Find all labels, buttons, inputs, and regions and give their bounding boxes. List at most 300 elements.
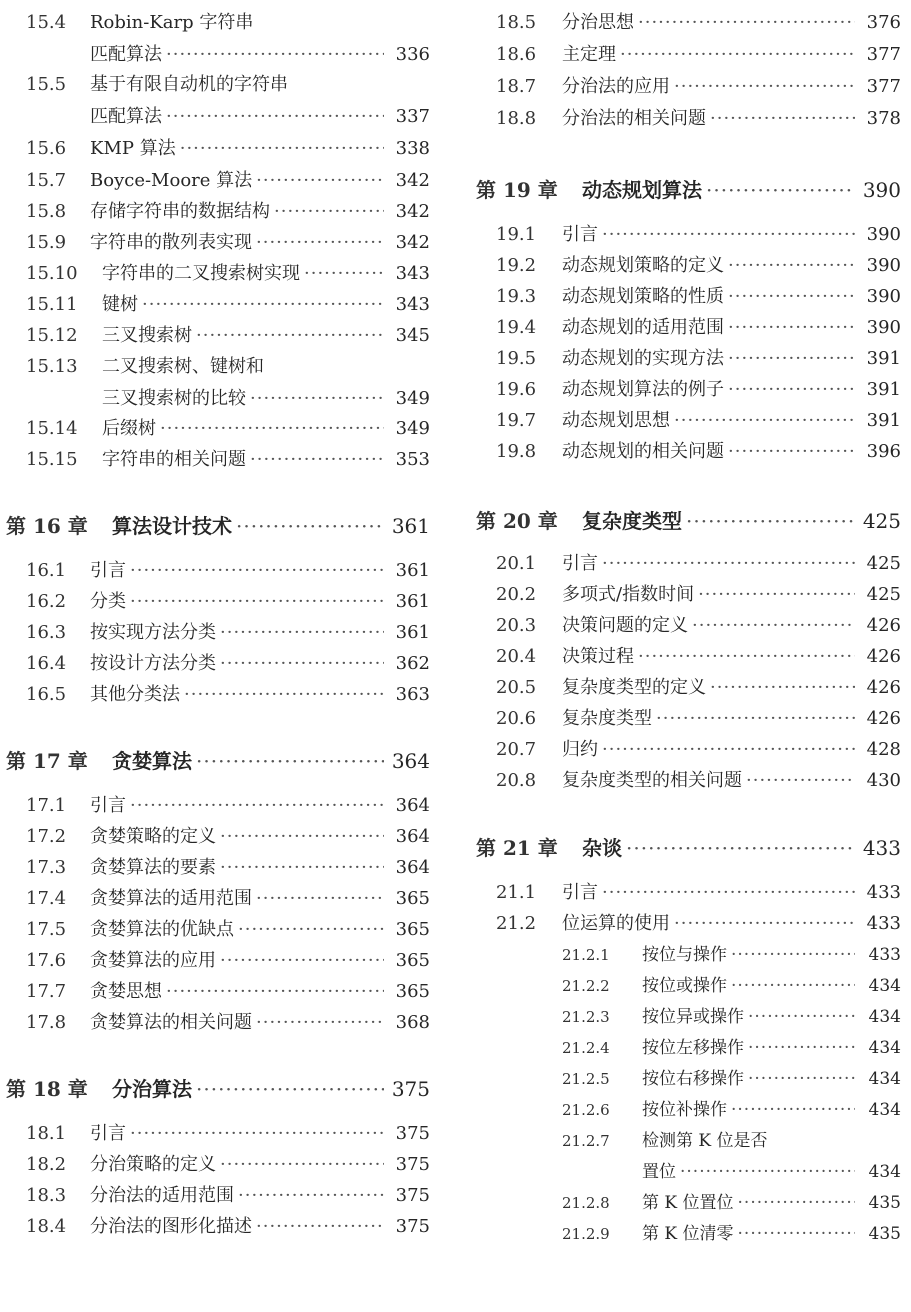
toc-entry <box>26 445 430 471</box>
entry-number: 19.5 <box>496 348 537 369</box>
entry-number: 15.10 <box>26 263 78 284</box>
entry-page: 361 <box>395 622 430 643</box>
toc-subentry <box>562 1002 901 1027</box>
entry-page: 391 <box>866 410 901 431</box>
entry-number: 18.7 <box>496 76 537 97</box>
entry-page: 353 <box>395 449 430 470</box>
toc-entry <box>26 414 430 440</box>
toc-entry <box>496 549 901 575</box>
entry-title: 动态规划算法的例子 <box>562 379 724 400</box>
entry-title: 动态规划的实现方法 <box>562 348 724 369</box>
entry-title: 键树 <box>102 294 138 315</box>
entry-page: 378 <box>866 108 901 129</box>
entry-number: 20.2 <box>496 584 537 605</box>
entry-number: 19.3 <box>496 286 537 307</box>
chapter-title: 贪婪算法 <box>112 749 192 773</box>
toc-entry <box>26 321 430 347</box>
entry-number: 17.5 <box>26 919 67 940</box>
entry-title: Robin-Karp 字符串 <box>90 12 254 33</box>
chapter-title: 算法设计技术 <box>112 514 232 538</box>
toc-entry <box>496 406 901 432</box>
leader-dots <box>728 441 855 462</box>
chapter-number: 第 20 章 <box>476 509 558 533</box>
chapter-number: 第 19 章 <box>476 178 558 202</box>
entry-title: 复杂度类型的相关问题 <box>562 770 742 791</box>
entry-number: 18.5 <box>496 12 537 33</box>
leader-dots <box>166 981 384 1002</box>
toc-entry <box>496 313 901 339</box>
toc-entry <box>26 1212 430 1238</box>
entry-title: 字符串的散列表实现 <box>90 232 252 253</box>
leader-dots <box>731 1100 855 1120</box>
toc-entry <box>26 915 430 941</box>
entry-page: 425 <box>866 553 901 574</box>
toc-entry <box>26 166 430 192</box>
entry-number: 20.3 <box>496 615 537 636</box>
entry-title: 按位与操作 <box>642 945 727 965</box>
leader-dots <box>220 826 384 847</box>
entry-title: 字符串的二叉搜索树实现 <box>102 263 300 284</box>
toc-subentry <box>562 1126 901 1151</box>
chapter-page: 375 <box>391 1077 430 1101</box>
chapter-heading <box>476 505 901 534</box>
entry-page: 435 <box>868 1193 901 1213</box>
entry-number: 21.2.5 <box>562 1070 610 1088</box>
entry-page: 396 <box>866 441 901 462</box>
entry-title: 其他分类法 <box>90 684 180 705</box>
toc-entry <box>26 1150 430 1176</box>
entry-page: 434 <box>868 1100 901 1120</box>
entry-number: 20.7 <box>496 739 537 760</box>
toc-entry <box>26 556 430 582</box>
chapter-number: 第 16 章 <box>6 514 88 538</box>
toc-entry <box>496 104 901 130</box>
toc-entry <box>26 649 430 675</box>
entry-number: 21.2.1 <box>562 946 610 964</box>
leader-dots <box>746 770 855 791</box>
entry-number: 17.6 <box>26 950 67 971</box>
entry-number: 21.2 <box>496 913 537 934</box>
leader-dots <box>602 553 855 574</box>
entry-page: 365 <box>395 888 430 909</box>
leader-dots <box>674 76 855 97</box>
entry-page: 343 <box>395 294 430 315</box>
entry-title: 匹配算法 <box>90 106 162 127</box>
toc-entry <box>26 1119 430 1145</box>
toc-entry <box>26 290 430 316</box>
entry-number: 19.6 <box>496 379 537 400</box>
entry-number: 15.5 <box>26 74 67 95</box>
entry-page: 425 <box>866 584 901 605</box>
entry-number: 17.1 <box>26 795 67 816</box>
leader-dots <box>160 418 384 439</box>
entry-number: 21.2.4 <box>562 1039 610 1057</box>
entry-number: 15.6 <box>26 138 67 159</box>
leader-dots <box>602 224 855 245</box>
entry-page: 349 <box>395 418 430 439</box>
entry-title: 分治法的适用范围 <box>90 1185 234 1206</box>
entry-number: 15.4 <box>26 12 67 33</box>
entry-number: 18.4 <box>26 1216 67 1237</box>
entry-page: 368 <box>395 1012 430 1033</box>
chapter-title: 杂谈 <box>582 836 622 860</box>
entry-number: 19.2 <box>496 255 537 276</box>
leader-dots <box>184 684 384 705</box>
entry-page: 428 <box>866 739 901 760</box>
entry-page: 435 <box>868 1224 901 1244</box>
leader-dots <box>748 1038 855 1058</box>
leader-dots <box>130 1123 384 1144</box>
chapter-title: 动态规划算法 <box>582 178 702 202</box>
entry-page: 365 <box>395 919 430 940</box>
toc-entry <box>496 437 901 463</box>
entry-title: 多项式/指数时间 <box>562 584 695 605</box>
toc-entry <box>26 1181 430 1207</box>
leader-dots <box>728 379 855 400</box>
leader-dots <box>602 739 855 760</box>
leader-dots <box>220 622 384 643</box>
toc-entry <box>496 611 901 637</box>
entry-page: 364 <box>395 826 430 847</box>
entry-number: 16.5 <box>26 684 67 705</box>
entry-page: 375 <box>395 1154 430 1175</box>
toc-subentry <box>562 1188 901 1213</box>
leader-dots <box>256 1216 384 1237</box>
chapter-page: 390 <box>862 178 901 202</box>
leader-dots <box>638 646 855 667</box>
leader-dots <box>638 12 855 33</box>
chapter-number: 第 21 章 <box>476 836 558 860</box>
leader-dots <box>674 410 855 431</box>
entry-number: 21.1 <box>496 882 537 903</box>
leader-dots <box>236 514 384 538</box>
leader-dots <box>256 888 384 909</box>
entry-title: 复杂度类型 <box>562 708 652 729</box>
leader-dots <box>738 1224 855 1244</box>
entry-number: 17.8 <box>26 1012 67 1033</box>
entry-number: 15.14 <box>26 418 78 439</box>
entry-page: 390 <box>866 255 901 276</box>
entry-title: 贪婪算法的应用 <box>90 950 216 971</box>
entry-title: 动态规划的适用范围 <box>562 317 724 338</box>
leader-dots <box>130 795 384 816</box>
entry-page: 391 <box>866 379 901 400</box>
entry-title: 分治思想 <box>562 12 634 33</box>
entry-title: 贪婪算法的优缺点 <box>90 919 234 940</box>
leader-dots <box>620 44 855 65</box>
leader-dots <box>220 857 384 878</box>
toc-entry <box>26 853 430 879</box>
leader-dots <box>602 882 855 903</box>
entry-title: 分治法的相关问题 <box>562 108 706 129</box>
entry-title: 存储字符串的数据结构 <box>90 201 270 222</box>
entry-page: 426 <box>866 615 901 636</box>
leader-dots <box>142 294 384 315</box>
toc-entry <box>496 642 901 668</box>
leader-dots <box>196 1077 384 1101</box>
entry-page: 390 <box>866 317 901 338</box>
chapter-page: 361 <box>391 514 430 538</box>
leader-dots <box>130 560 384 581</box>
entry-number: 20.8 <box>496 770 537 791</box>
entry-page: 342 <box>395 170 430 191</box>
entry-title: 字符串的相关问题 <box>102 449 246 470</box>
leader-dots <box>656 708 855 729</box>
entry-page: 364 <box>395 795 430 816</box>
leader-dots <box>274 201 384 222</box>
entry-page: 434 <box>868 1007 901 1027</box>
entry-page: 361 <box>395 591 430 612</box>
toc-subentry-continued <box>642 1157 901 1182</box>
entry-title: 按位右移操作 <box>642 1069 744 1089</box>
leader-dots <box>710 677 855 698</box>
entry-title: 位运算的使用 <box>562 913 670 934</box>
toc-subentry <box>562 1095 901 1120</box>
entry-title: 第 K 位置位 <box>642 1193 734 1213</box>
leader-dots <box>728 348 855 369</box>
entry-page: 434 <box>868 976 901 996</box>
toc-entry-continued <box>102 384 430 410</box>
toc-entry <box>26 8 430 34</box>
entry-number: 18.2 <box>26 1154 67 1175</box>
entry-title: 主定理 <box>562 44 616 65</box>
toc-entry <box>26 70 430 96</box>
entry-title: 贪婪思想 <box>90 981 162 1002</box>
entry-number: 21.2.8 <box>562 1194 610 1212</box>
leader-dots <box>238 919 384 940</box>
chapter-heading <box>6 510 430 539</box>
entry-title: 动态规划思想 <box>562 410 670 431</box>
entry-number: 21.2.3 <box>562 1008 610 1026</box>
entry-title: 匹配算法 <box>90 44 162 65</box>
entry-title: Boyce-Moore 算法 <box>90 170 253 191</box>
entry-page: 342 <box>395 232 430 253</box>
leader-dots <box>220 1154 384 1175</box>
entry-title: 复杂度类型的定义 <box>562 677 706 698</box>
leader-dots <box>686 509 855 533</box>
toc-entry <box>496 40 901 66</box>
entry-title: 动态规划策略的定义 <box>562 255 724 276</box>
entry-page: 433 <box>868 945 901 965</box>
entry-page: 430 <box>866 770 901 791</box>
entry-number: 21.2.2 <box>562 977 610 995</box>
entry-title: 引言 <box>90 1123 126 1144</box>
entry-title: 决策过程 <box>562 646 634 667</box>
entry-title: 分治法的图形化描述 <box>90 1216 252 1237</box>
entry-number: 15.8 <box>26 201 67 222</box>
toc-entry <box>496 72 901 98</box>
toc-entry <box>26 946 430 972</box>
entry-number: 19.7 <box>496 410 537 431</box>
entry-page: 343 <box>395 263 430 284</box>
leader-dots <box>680 1162 855 1182</box>
entry-page: 364 <box>395 857 430 878</box>
leader-dots <box>166 44 384 65</box>
toc-entry <box>26 134 430 160</box>
leader-dots <box>710 108 855 129</box>
leader-dots <box>196 749 384 773</box>
chapter-heading <box>6 745 430 774</box>
entry-page: 349 <box>395 388 430 409</box>
entry-number: 16.3 <box>26 622 67 643</box>
toc-entry <box>496 8 901 34</box>
leader-dots <box>256 170 384 191</box>
entry-number: 18.3 <box>26 1185 67 1206</box>
entry-title: 检测第 K 位是否 <box>642 1131 768 1151</box>
entry-title: 引言 <box>562 224 598 245</box>
chapter-heading <box>6 1073 430 1102</box>
entry-page: 375 <box>395 1216 430 1237</box>
entry-page: 362 <box>395 653 430 674</box>
chapter-heading <box>476 174 901 203</box>
entry-page: 377 <box>866 44 901 65</box>
toc-subentry <box>562 1064 901 1089</box>
entry-title: KMP 算法 <box>90 138 176 159</box>
toc-subentry <box>562 971 901 996</box>
leader-dots <box>731 945 855 965</box>
entry-number: 17.2 <box>26 826 67 847</box>
toc-entry <box>26 197 430 223</box>
toc-entry <box>496 375 901 401</box>
leader-dots <box>626 836 855 860</box>
entry-title: 分治法的应用 <box>562 76 670 97</box>
chapter-title: 分治算法 <box>112 1077 192 1101</box>
leader-dots <box>250 388 384 409</box>
entry-title: 三叉搜索树的比较 <box>102 388 246 409</box>
entry-title: 决策问题的定义 <box>562 615 688 636</box>
toc-entry <box>26 884 430 910</box>
toc-entry <box>496 878 901 904</box>
entry-page: 376 <box>866 12 901 33</box>
toc-entry <box>26 822 430 848</box>
leader-dots <box>692 615 855 636</box>
entry-page: 337 <box>395 106 430 127</box>
entry-number: 18.8 <box>496 108 537 129</box>
entry-number: 19.4 <box>496 317 537 338</box>
entry-number: 15.7 <box>26 170 67 191</box>
entry-title: 引言 <box>562 882 598 903</box>
entry-title: 引言 <box>90 560 126 581</box>
entry-title: 三叉搜索树 <box>102 325 192 346</box>
entry-number: 15.9 <box>26 232 67 253</box>
entry-number: 16.2 <box>26 591 67 612</box>
entry-title: 分类 <box>90 591 126 612</box>
leader-dots <box>304 263 384 284</box>
leader-dots <box>166 106 384 127</box>
toc-entry <box>26 259 430 285</box>
toc-entry <box>496 704 901 730</box>
chapter-page: 364 <box>391 749 430 773</box>
entry-page: 342 <box>395 201 430 222</box>
entry-page: 377 <box>866 76 901 97</box>
toc-entry <box>496 251 901 277</box>
entry-number: 17.4 <box>26 888 67 909</box>
chapter-page: 433 <box>862 836 901 860</box>
chapter-page: 425 <box>862 509 901 533</box>
leader-dots <box>728 255 855 276</box>
entry-page: 434 <box>868 1162 901 1182</box>
entry-number: 19.8 <box>496 441 537 462</box>
entry-page: 365 <box>395 981 430 1002</box>
entry-number: 20.6 <box>496 708 537 729</box>
leader-dots <box>238 1185 384 1206</box>
entry-title: 按位补操作 <box>642 1100 727 1120</box>
entry-title: 第 K 位清零 <box>642 1224 734 1244</box>
entry-title: 贪婪算法的适用范围 <box>90 888 252 909</box>
leader-dots <box>256 1012 384 1033</box>
entry-number: 20.5 <box>496 677 537 698</box>
chapter-title: 复杂度类型 <box>582 509 682 533</box>
entry-title: 置位 <box>642 1162 676 1182</box>
entry-title: 动态规划策略的性质 <box>562 286 724 307</box>
entry-page: 375 <box>395 1123 430 1144</box>
leader-dots <box>196 325 384 346</box>
toc-entry-continued <box>90 40 430 66</box>
entry-title: 分治策略的定义 <box>90 1154 216 1175</box>
entry-number: 20.1 <box>496 553 537 574</box>
leader-dots <box>220 653 384 674</box>
chapter-number: 第 18 章 <box>6 1077 88 1101</box>
toc-subentry <box>562 1219 901 1244</box>
entry-title: 贪婪算法的要素 <box>90 857 216 878</box>
entry-page: 363 <box>395 684 430 705</box>
entry-page: 365 <box>395 950 430 971</box>
entry-title: 二叉搜索树、键树和 <box>102 356 264 377</box>
chapter-number: 第 17 章 <box>6 749 88 773</box>
toc-subentry <box>562 1033 901 1058</box>
toc-entry <box>496 282 901 308</box>
entry-number: 17.3 <box>26 857 67 878</box>
entry-title: 按位异或操作 <box>642 1007 744 1027</box>
toc-entry <box>496 220 901 246</box>
entry-number: 21.2.9 <box>562 1225 610 1243</box>
entry-number: 16.1 <box>26 560 67 581</box>
entry-number: 19.1 <box>496 224 537 245</box>
entry-page: 375 <box>395 1185 430 1206</box>
entry-title: 后缀树 <box>102 418 156 439</box>
entry-title: 贪婪策略的定义 <box>90 826 216 847</box>
entry-page: 426 <box>866 708 901 729</box>
entry-number: 17.7 <box>26 981 67 1002</box>
entry-title: 引言 <box>562 553 598 574</box>
leader-dots <box>748 1007 855 1027</box>
toc-entry-continued <box>90 102 430 128</box>
toc-entry <box>26 977 430 1003</box>
chapter-heading <box>476 832 901 861</box>
toc-entry <box>26 1008 430 1034</box>
toc-entry <box>496 909 901 935</box>
entry-title: 引言 <box>90 795 126 816</box>
entry-page: 390 <box>866 286 901 307</box>
entry-number: 15.15 <box>26 449 78 470</box>
entry-page: 345 <box>395 325 430 346</box>
toc-entry <box>26 791 430 817</box>
entry-title: 按位或操作 <box>642 976 727 996</box>
leader-dots <box>728 317 855 338</box>
entry-title: 基于有限自动机的字符串 <box>90 74 288 95</box>
entry-number: 18.1 <box>26 1123 67 1144</box>
entry-page: 433 <box>866 913 901 934</box>
entry-number: 21.2.6 <box>562 1101 610 1119</box>
entry-page: 426 <box>866 677 901 698</box>
entry-page: 434 <box>868 1038 901 1058</box>
leader-dots <box>250 449 384 470</box>
entry-page: 338 <box>395 138 430 159</box>
toc-entry <box>496 344 901 370</box>
entry-number: 20.4 <box>496 646 537 667</box>
entry-page: 433 <box>866 882 901 903</box>
entry-page: 336 <box>395 44 430 65</box>
